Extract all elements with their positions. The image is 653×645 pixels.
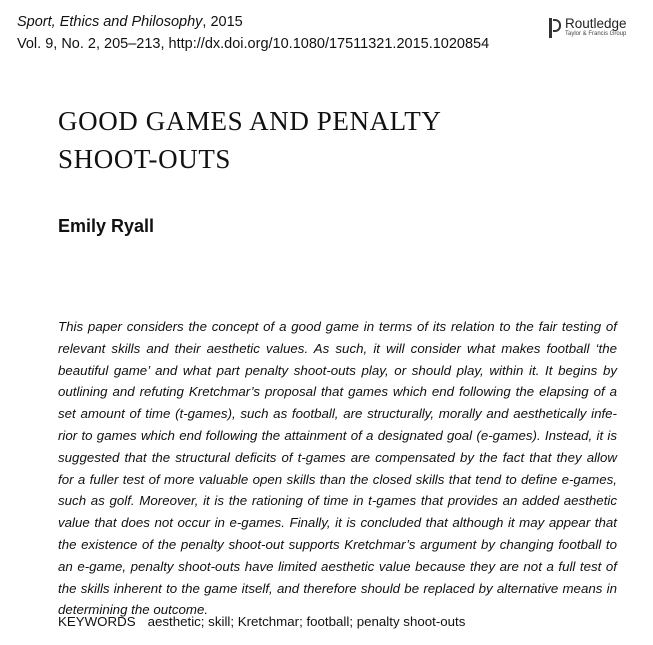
author: Emily Ryall	[58, 216, 155, 236]
abstract-line: set amount of time (t-games), such as football, are structurally, morally and aesthetically infe-	[58, 406, 617, 422]
abstract-line: relevant skills and their aesthetic values. As such, it will consider what makes football ‘the	[58, 340, 617, 356]
keywords-label: KEYWORDS	[58, 614, 136, 629]
abstract-line: for a fuller test of more valuable open skills than the closed skills that tend to define e-games,	[58, 471, 617, 487]
abstract-line: the existence of the penalty shoot-out supports Kretchmar’s argument by changing football to	[58, 537, 617, 552]
title-line: SHOOT-OUTS	[58, 144, 232, 174]
abstract-line: an e-game, penalty shoot-outs have limited aesthetic value because they are not a full test of	[58, 558, 617, 574]
journal-line	[17, 13, 243, 31]
abstract-line: such as golf. Moreover, it is the rationing of time in t-games that provides an added aesthetic	[58, 493, 617, 509]
publisher-name: Routledge	[565, 16, 627, 31]
abstract-line: determining the outcome.	[58, 602, 209, 618]
abstract-line: This paper considers the concept of a good game in terms of its relation to the fair testing of	[58, 319, 617, 334]
abstract-line: rior to games which end following the attainment of a designated goal (e-games). Instead, it is	[58, 428, 617, 443]
journal-name: Sport, Ethics and Philosophy	[17, 14, 203, 30]
routledge-logo-icon	[549, 18, 561, 38]
abstract-line: beautiful game’ and what part penalty shoot-outs play, or should play, within it. It begins by	[58, 362, 617, 378]
abstract-line: value that does not occur in e-games. Finally, it is concluded that although it may appear that	[58, 515, 617, 531]
title-line: GOOD GAMES AND PENALTY	[58, 106, 442, 136]
abstract-line: suggested that the structural deficits of t-games are compensated by the fact that they allow	[58, 449, 617, 465]
journal-year: , 2015	[202, 14, 243, 30]
citation-line[interactable]: Vol. 9, No. 2, 205–213, http://dx.doi.org/10.1080/17511321.2015.1020854	[17, 36, 490, 52]
keywords-text: aesthetic; skill; Kretchmar; football; penalty shoot-outs	[147, 614, 466, 629]
keywords	[58, 614, 465, 629]
publisher-group: Taylor & Francis Group	[565, 31, 627, 37]
abstract-line: the skills inherent to the game itself, and therefore should be replaced by alternative means in	[58, 580, 617, 596]
abstract-line: outlining and refuting Kretchmar’s proposal that games which end following the elapsing of a	[58, 384, 617, 400]
publisher-logo	[549, 17, 627, 38]
